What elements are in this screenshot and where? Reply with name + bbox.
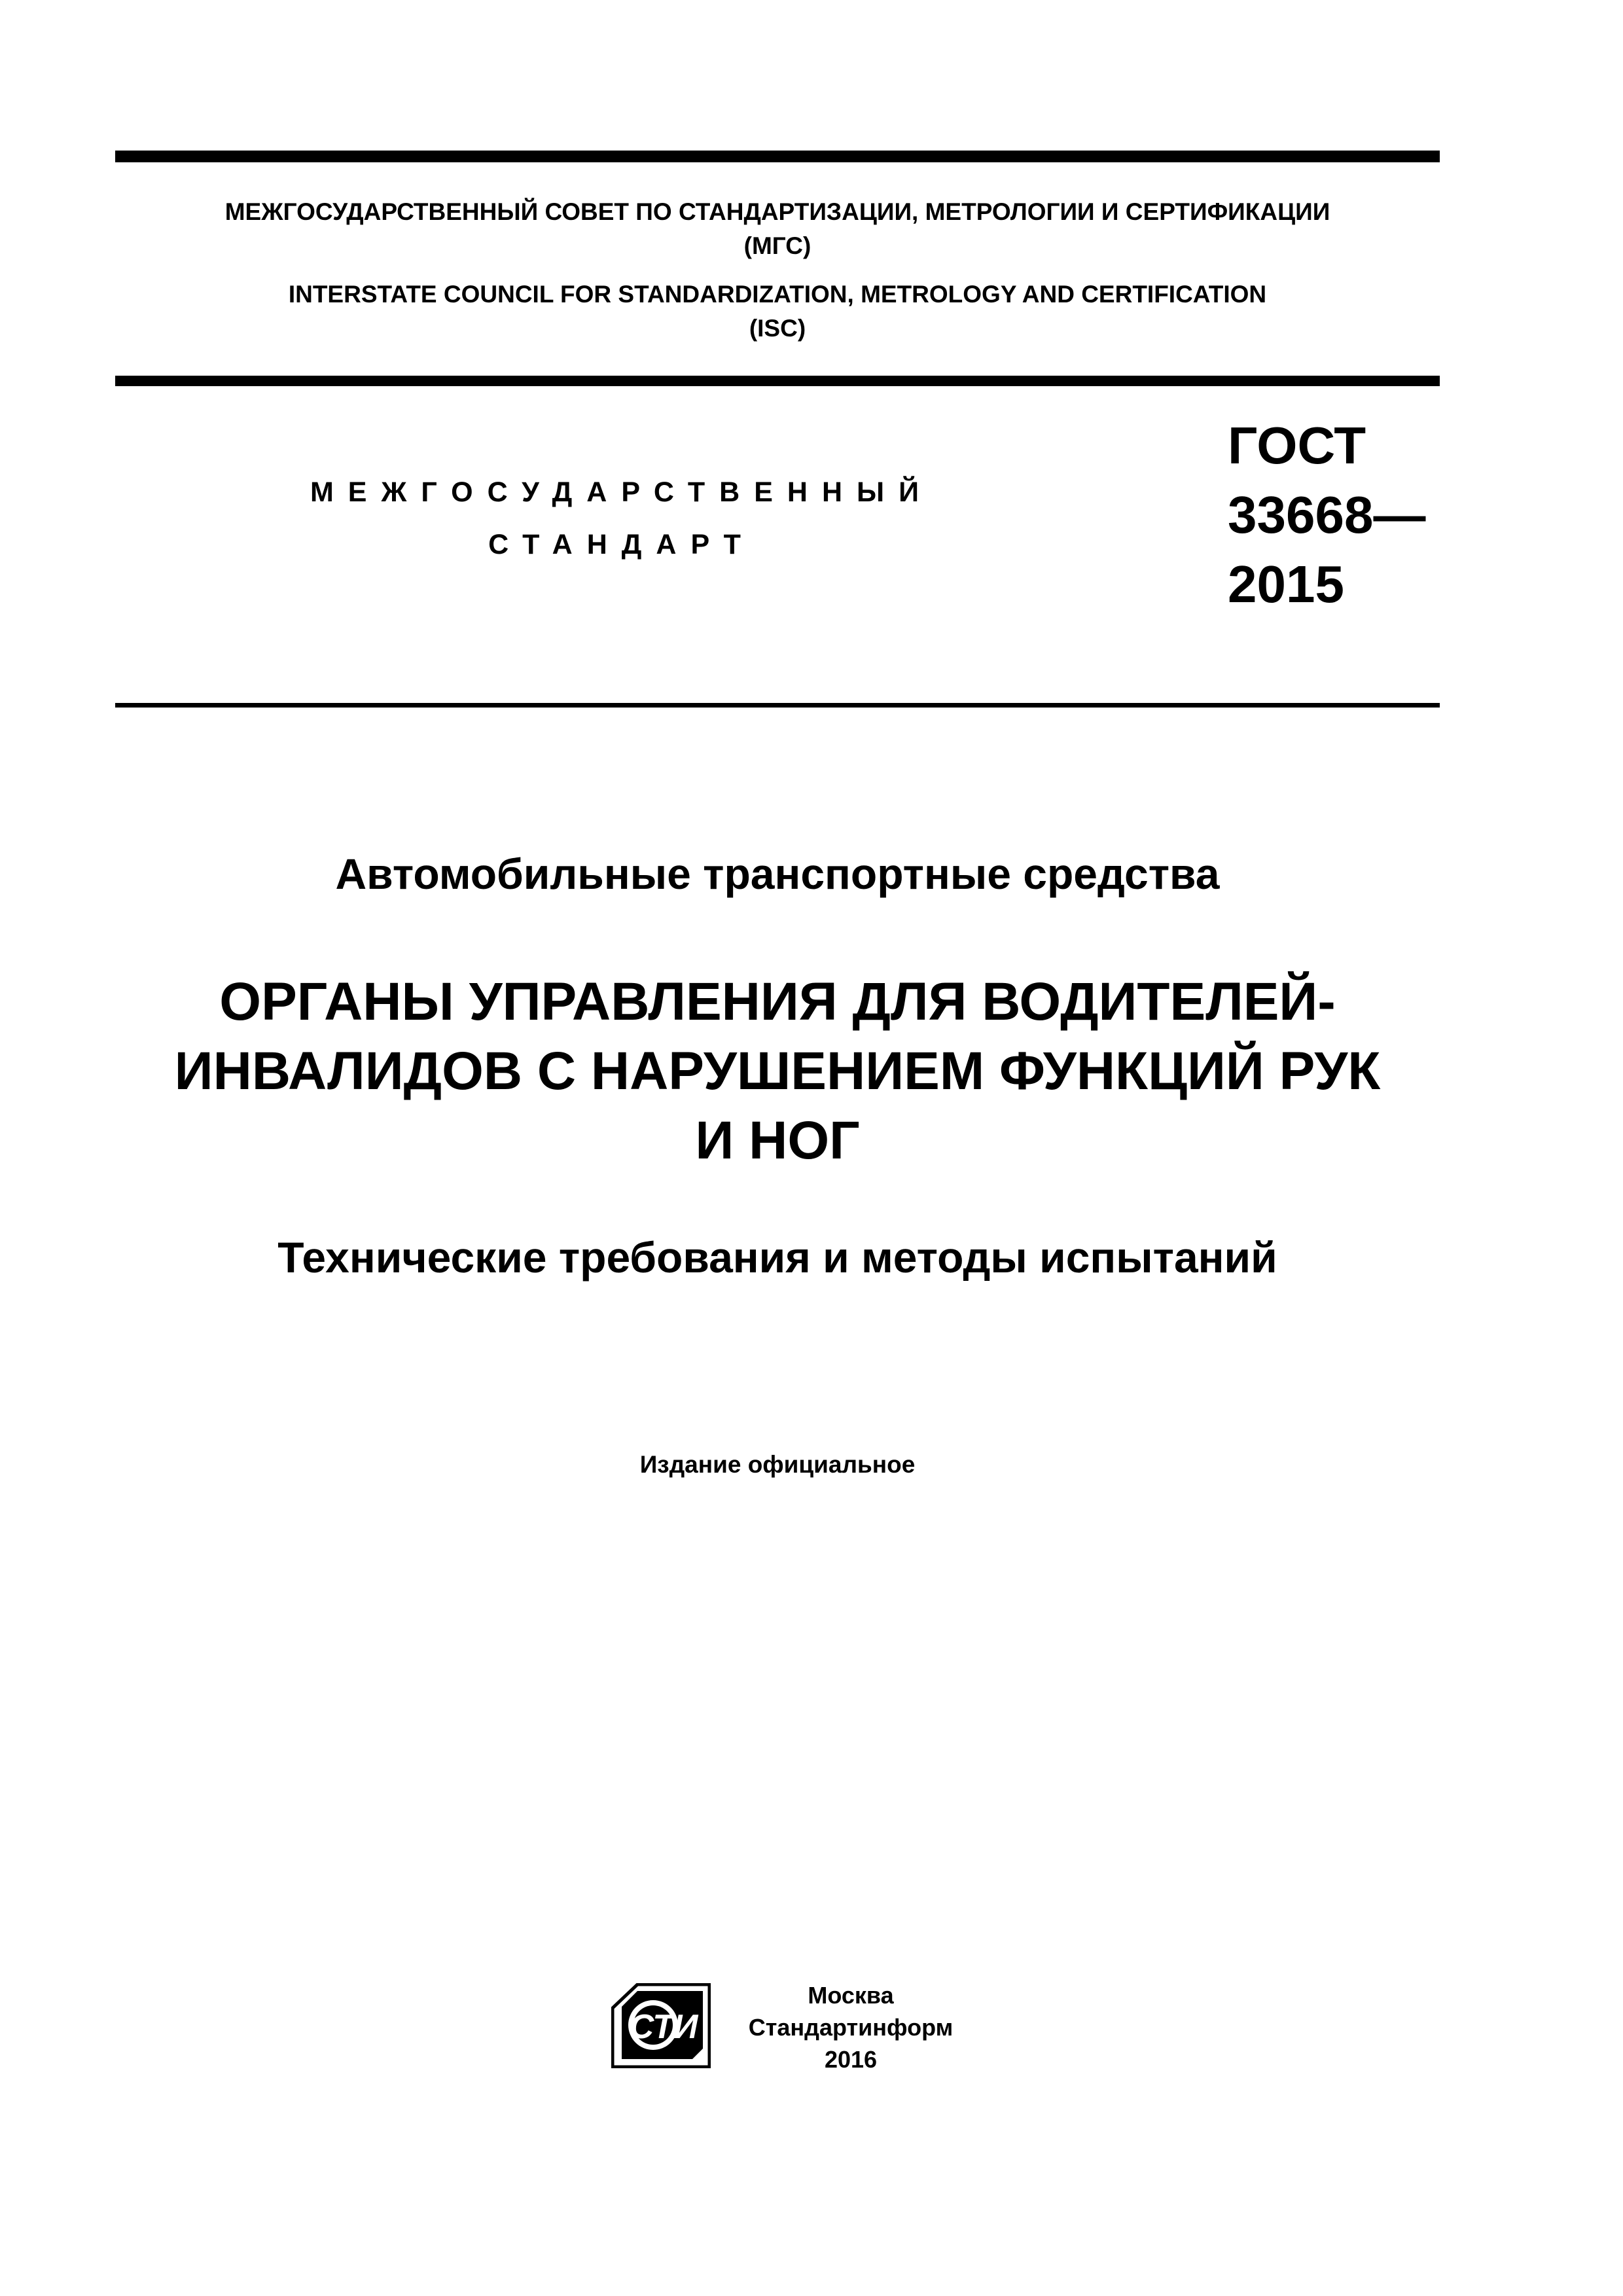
lower-rule xyxy=(115,703,1440,708)
publisher-city: Москва xyxy=(808,1982,894,2009)
council-ru-abbr: (МГС) xyxy=(743,232,812,259)
document-title-line3: И НОГ xyxy=(695,1111,860,1170)
document-title-line2: ИНВАЛИДОВ С НАРУШЕНИЕМ ФУНКЦИЙ РУК xyxy=(174,1041,1381,1101)
publisher-year: 2016 xyxy=(824,2046,878,2073)
document-title-line1: ОРГАНЫ УПРАВЛЕНИЯ ДЛЯ ВОДИТЕЛЕЙ- xyxy=(219,972,1336,1031)
standartinform-logo-icon xyxy=(611,1983,711,2068)
standard-code-prefix: ГОСТ xyxy=(1228,416,1366,475)
publisher-block xyxy=(720,1979,982,2075)
logo-lettering: СТИ xyxy=(629,2008,698,2046)
publisher-name: Стандартинформ xyxy=(748,2014,954,2041)
edition-note: Издание официальное xyxy=(639,1451,916,1478)
council-ru-block xyxy=(115,195,1440,263)
top-rule xyxy=(115,151,1440,162)
document-subtitle: Технические требования и методы испытаний xyxy=(277,1233,1277,1282)
document-subject: Автомобильные транспортные средства xyxy=(335,850,1220,898)
standard-code xyxy=(1228,411,1425,619)
document-title xyxy=(115,967,1440,1175)
council-en-abbr: (ISC) xyxy=(749,315,806,342)
council-ru-name: МЕЖГОСУДАРСТВЕННЫЙ СОВЕТ ПО СТАНДАРТИЗАЦИИ, МЕТРОЛОГИИ И СЕРТИФИКАЦИИ xyxy=(224,198,1330,225)
standard-code-year: 2015 xyxy=(1228,555,1344,613)
standard-type-line1: МЕЖГОСУДАРСТВЕННЫЙ xyxy=(310,476,934,508)
council-en-name: INTERSTATE COUNCIL FOR STANDARDIZATION, METROLOGY AND CERTIFICATION xyxy=(288,281,1267,308)
standard-type xyxy=(288,466,955,571)
standard-code-number: 33668— xyxy=(1228,486,1426,544)
council-en-block xyxy=(115,278,1440,346)
middle-rule xyxy=(115,376,1440,386)
standard-type-line2: СТАНДАРТ xyxy=(488,529,755,560)
